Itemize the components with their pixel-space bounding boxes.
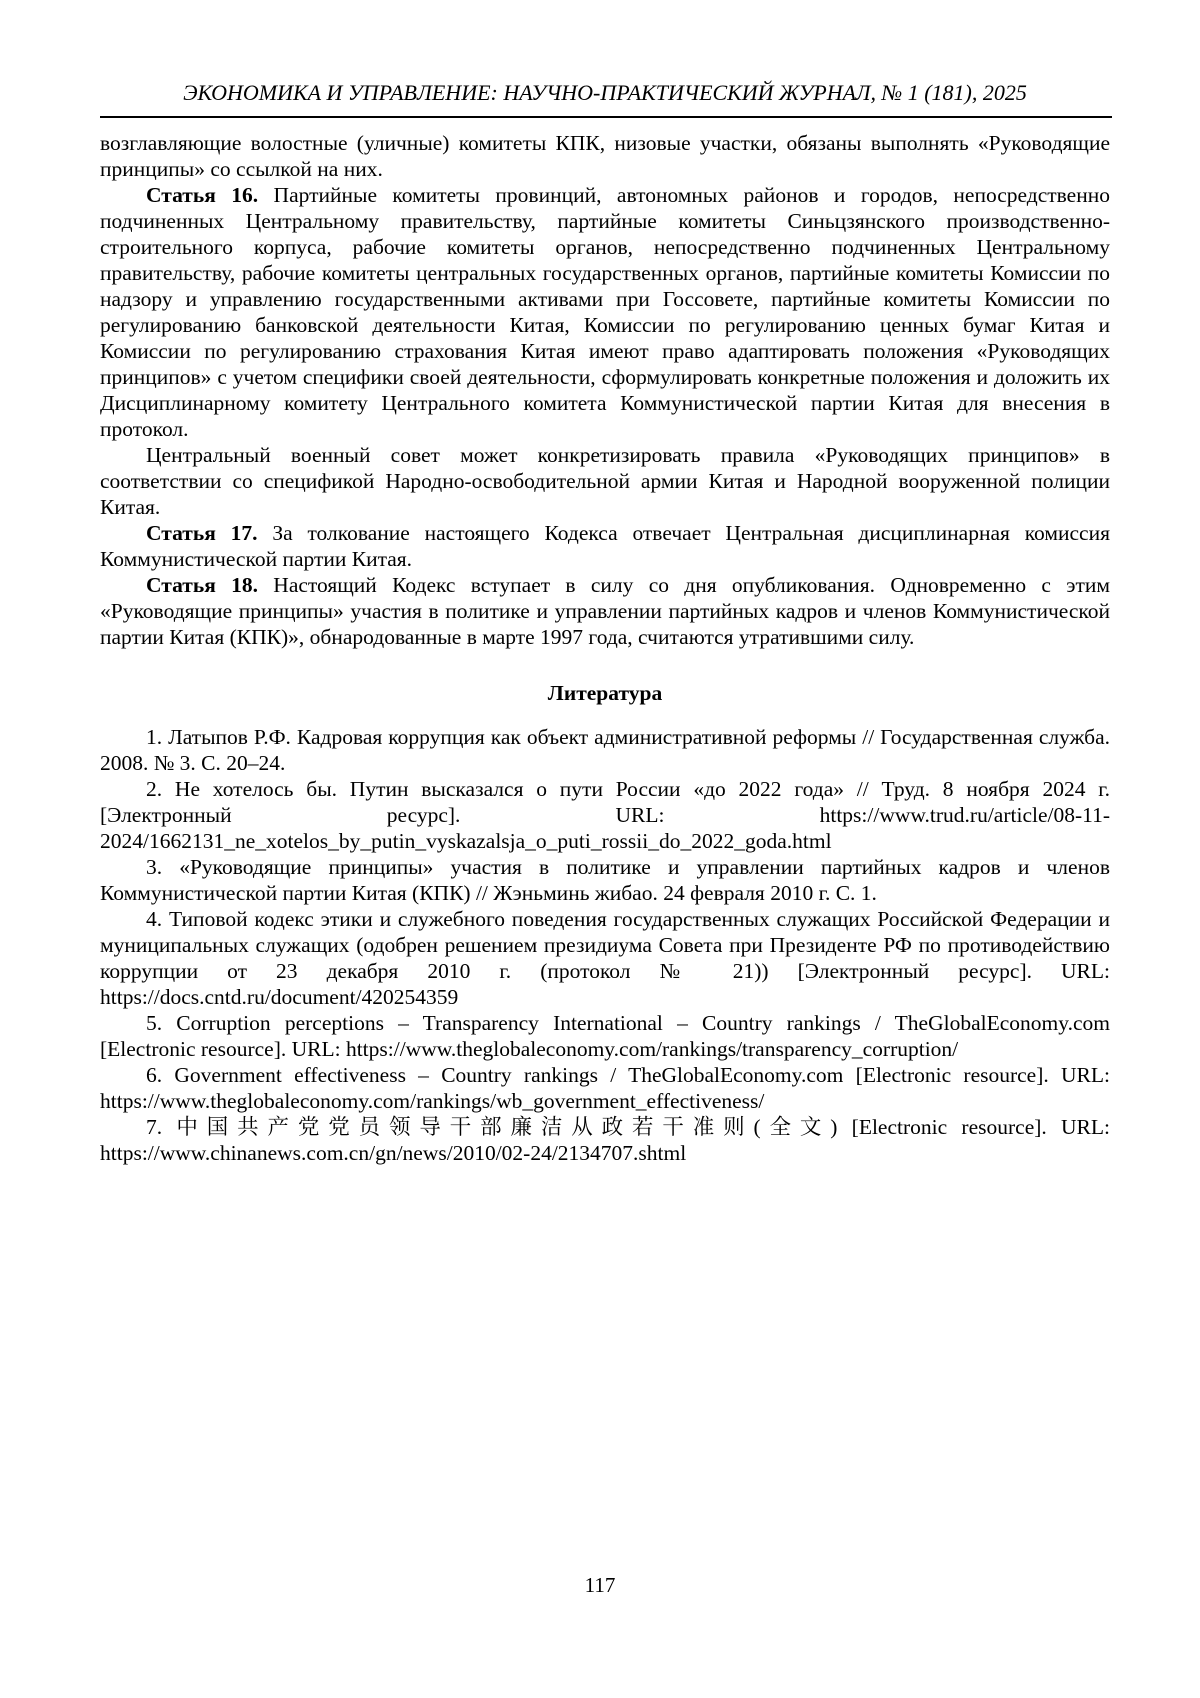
reference-3: 3. «Руководящие принципы» участия в политике и управлении партийных кадров и членов Коммунистической партии Китая (КПК) // Жэньминь жибао. 24 февраля 2010 г. С. 1. — [100, 855, 1110, 905]
article-17-label: Статья 17. — [146, 521, 258, 545]
running-head: ЭКОНОМИКА И УПРАВЛЕНИЕ: НАУЧНО-ПРАКТИЧЕСКИЙ ЖУРНАЛ, № 1 (181), 2025 — [183, 80, 1027, 105]
header-rule — [100, 116, 1112, 118]
paragraph-text: Партийные комитеты провинций, автономных районов и городов, непосредственно подчиненных Центральному правительству, партийные комитеты Синьцзянского производственно-строительного корпуса, рабочие комитеты органов, непосредственно подчиненных Центральному правительству, рабочие комитеты центральных государственных органов, партийные комитеты Комиссии по надзору и управлению государственными активами при Госсовете, партийные комитеты Комиссии по регулированию банковской деятельности Китая, Комиссии по регулированию ценных бумаг Китая и Комиссии по регулированию страхования Китая имеют право адаптировать положения «Руководящих принципов» с учетом специфики своей деятельности, сформулировать конкретные положения и доложить их Дисциплинарному комитету Центрального комитета Коммунистической партии Китая для внесения в протокол. — [100, 183, 1110, 441]
reference-2: 2. Не хотелось бы. Путин высказался о пути России «до 2022 года» // Труд. 8 ноября 2024 г. [Электронный ресурс]. URL: https://www.trud.ru/article/08-11-2024/1662131_ne_xotelos_by_putin_vyskazalsja_o_puti_rossii_do_2022_goda.html — [100, 777, 1110, 853]
reference-7: 7. 中国共产党党员领导干部廉洁从政若干准则(全文) [Electronic resource]. URL: https://www.chinanews.com.cn/gn/news/2010/02-24/2134707.shtml — [100, 1115, 1110, 1165]
paragraph-text: За толкование настоящего Кодекса отвечает Центральная дисциплинарная комиссия Коммунистической партии Китая. — [100, 521, 1110, 571]
reference-1: 1. Латыпов Р.Ф. Кадровая коррупция как объект административной реформы // Государственная служба. 2008. № 3. С. 20–24. — [100, 725, 1110, 775]
paragraph-article-16 — [100, 182, 1110, 442]
reference-6: 6. Government effectiveness – Country rankings / TheGlobalEconomy.com [Electronic resource]. URL: https://www.theglobaleconomy.com/rankings/wb_government_effectiveness/ — [100, 1063, 1110, 1113]
article-18-label: Статья 18. — [146, 573, 258, 597]
article-16-label: Статья 16. — [146, 183, 259, 207]
page-number: 117 — [584, 1573, 616, 1597]
literature-heading: Литература — [547, 681, 663, 705]
paragraph-text: возглавляющие волостные (уличные) комитеты КПК, низовые участки, обязаны выполнять «Руководящие принципы» со ссылкой на них. — [100, 131, 1110, 181]
paragraph-article-17 — [100, 520, 1110, 572]
page-content — [100, 130, 1110, 1166]
reference-4: 4. Типовой кодекс этики и служебного поведения государственных служащих Российской Федерации и муниципальных служащих (одобрен решением президиума Совета при Президенте РФ по противодействию коррупции от 23 декабря 2010 г. (протокол № 21)) [Электронный ресурс]. URL: https://docs.cntd.ru/document/420254359 — [100, 907, 1110, 1009]
paragraph-text: Центральный военный совет может конкретизировать правила «Руководящих принципов» в соответствии со спецификой Народно-освободительной армии Китая и Народной вооруженной полиции Китая. — [100, 443, 1110, 519]
paragraph-text: Настоящий Кодекс вступает в силу со дня опубликования. Одновременно с этим «Руководящие принципы» участия в политике и управлении партийных кадров и членов Коммунистической партии Китая (КПК)», обнародованные в марте 1997 года, считаются утратившими силу. — [100, 573, 1110, 649]
paragraph-continuation — [100, 130, 1110, 182]
reference-5: 5. Corruption perceptions – Transparency International – Country rankings / TheGlobalEconomy.com [Electronic resource]. URL: https://www.theglobaleconomy.com/rankings/transparency_corruption/ — [100, 1011, 1110, 1061]
paragraph-article-18 — [100, 572, 1110, 650]
paragraph-military-council — [100, 442, 1110, 520]
